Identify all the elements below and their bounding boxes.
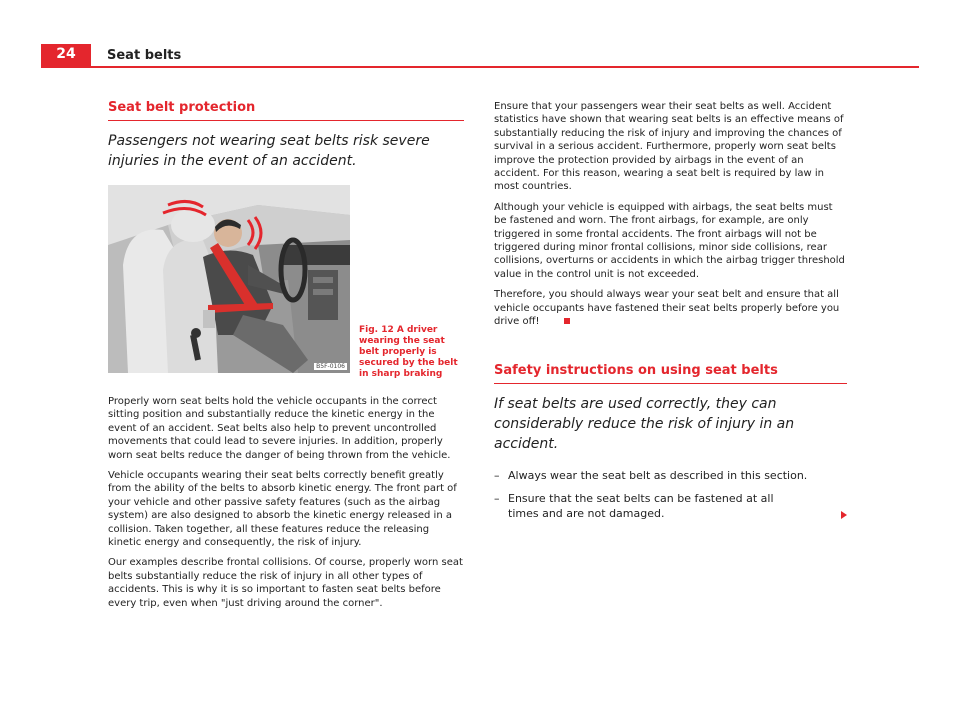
driver-seatbelt-drawing: [108, 185, 350, 373]
page-number: 24: [56, 46, 76, 62]
body-paragraph: Properly worn seat belts hold the vehicle occupants in the correct sitting position and substantially reduce the kinetic energy in the event of an accident. Seat belts also help to prevent uncontrolled movements that could lead to severe injuries. In addition, properly worn seat belts reduce the danger of being thrown from the vehicle.: [108, 396, 451, 461]
section-end-icon: [564, 318, 570, 324]
left-column: [108, 100, 464, 617]
body-paragraph: [494, 288, 847, 328]
section-intro: Passengers not wearing seat belts risk severe injuries in the event of an accident.: [108, 133, 430, 169]
list-dash: –: [494, 491, 500, 505]
list-dash: –: [494, 468, 500, 482]
right-column: [494, 100, 847, 529]
continue-arrow-icon: [841, 511, 847, 519]
body-paragraph: Our examples describe frontal collisions. Of course, properly worn seat belts substantially reduce the risk of injury in all other types of accidents. This is why it is so important to fasten seat belts before every trip, even when "just driving around the corner".: [108, 557, 463, 609]
body-paragraph: Vehicle occupants wearing their seat belts correctly benefit greatly from the ability of the belts to absorb kinetic energy. The front part of your vehicle and other passive safety features (such as the airbag system) are also designed to absorb the kinetic energy released in a collision. Taken together, all these features reduce the releasing kinetic energy and consequently, the risk of injury.: [108, 470, 457, 549]
list-item: [494, 468, 847, 483]
section-intro: If seat belts are used correctly, they can considerably reduce the risk of injury in an accident.: [494, 395, 795, 452]
body-paragraph: Ensure that your passengers wear their seat belts as well. Accident statistics have shown that wearing seat belts is an effective means of substantially reducing the risk of injury and improving the chances of survival in a serious accident. Furthermore, properly worn seat belts improve the protection provided by airbags in the event of an accident. For this reason, wearing a seat belt is required by law in most countries.: [494, 101, 844, 193]
section-heading: Seat belt protection: [108, 100, 464, 121]
driver-seatbelt-illustration: [108, 185, 350, 373]
list-item: [494, 491, 847, 521]
chapter-title: Seat belts: [107, 48, 182, 63]
list-item-text: Always wear the seat belt as described in this section.: [508, 468, 808, 482]
header-rule: [91, 66, 919, 68]
body-paragraph-text: Therefore, you should always wear your seat belt and ensure that all vehicle occupants have fastened their seat belts properly before you drive off!: [494, 289, 840, 328]
figure: [108, 185, 464, 385]
list-item-text: Ensure that the seat belts can be fastened at all times and are not damaged.: [508, 491, 774, 520]
body-paragraph: Although your vehicle is equipped with airbags, the seat belts must be fastened and worn. The front airbags, for example, are only triggered in some frontal accidents. The front airbags will not be triggered during minor frontal collisions, minor side collisions, rear collisions, overturns or accidents in which the airbag trigger threshold value in the control unit is not exceeded.: [494, 201, 845, 280]
figure-caption: Fig. 12 A driver wearing the seat belt properly is secured by the belt in sharp braking: [359, 325, 458, 379]
section-heading: Safety instructions on using seat belts: [494, 363, 847, 384]
figure-code: B5F-0106: [316, 363, 345, 370]
